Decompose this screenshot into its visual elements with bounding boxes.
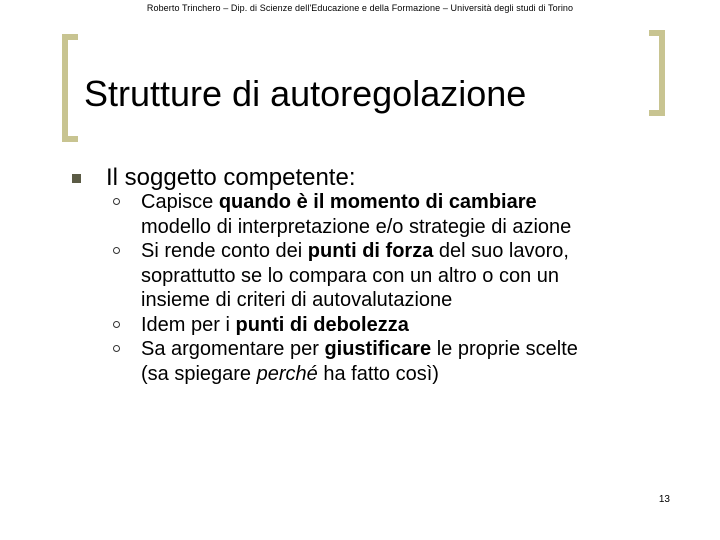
ring-bullet-icon <box>113 247 120 254</box>
ring-bullet-icon <box>113 321 120 328</box>
list-item: Idem per i punti di debolezza <box>113 313 683 338</box>
square-bullet-icon <box>72 174 81 183</box>
title-left-bracket <box>62 34 78 142</box>
list-item: Sa argomentare per giustificare le proprie scelte (sa spiegare perché ha fatto così) <box>113 337 683 386</box>
ring-bullet-icon <box>113 345 120 352</box>
main-bullet-text: Il soggetto competente: <box>106 164 356 191</box>
title-right-bracket <box>649 30 665 116</box>
page-number: 13 <box>658 494 670 505</box>
list-item: Si rende conto dei punti di forza del suo lavoro, soprattutto se lo compara con un altro o con un insieme di criteri di autovalutazione <box>113 239 683 313</box>
main-bullet <box>72 163 356 193</box>
sub-bullet-list <box>113 190 683 386</box>
slide-header: Roberto Trinchero – Dip. di Scienze dell'Educazione e della Formazione – Università degli studi di Torino <box>146 3 574 13</box>
ring-bullet-icon <box>113 198 120 205</box>
slide-title: Strutture di autoregolazione <box>84 73 527 114</box>
list-item: Capisce quando è il momento di cambiare modello di interpretazione e/o strategie di azione <box>113 190 683 239</box>
